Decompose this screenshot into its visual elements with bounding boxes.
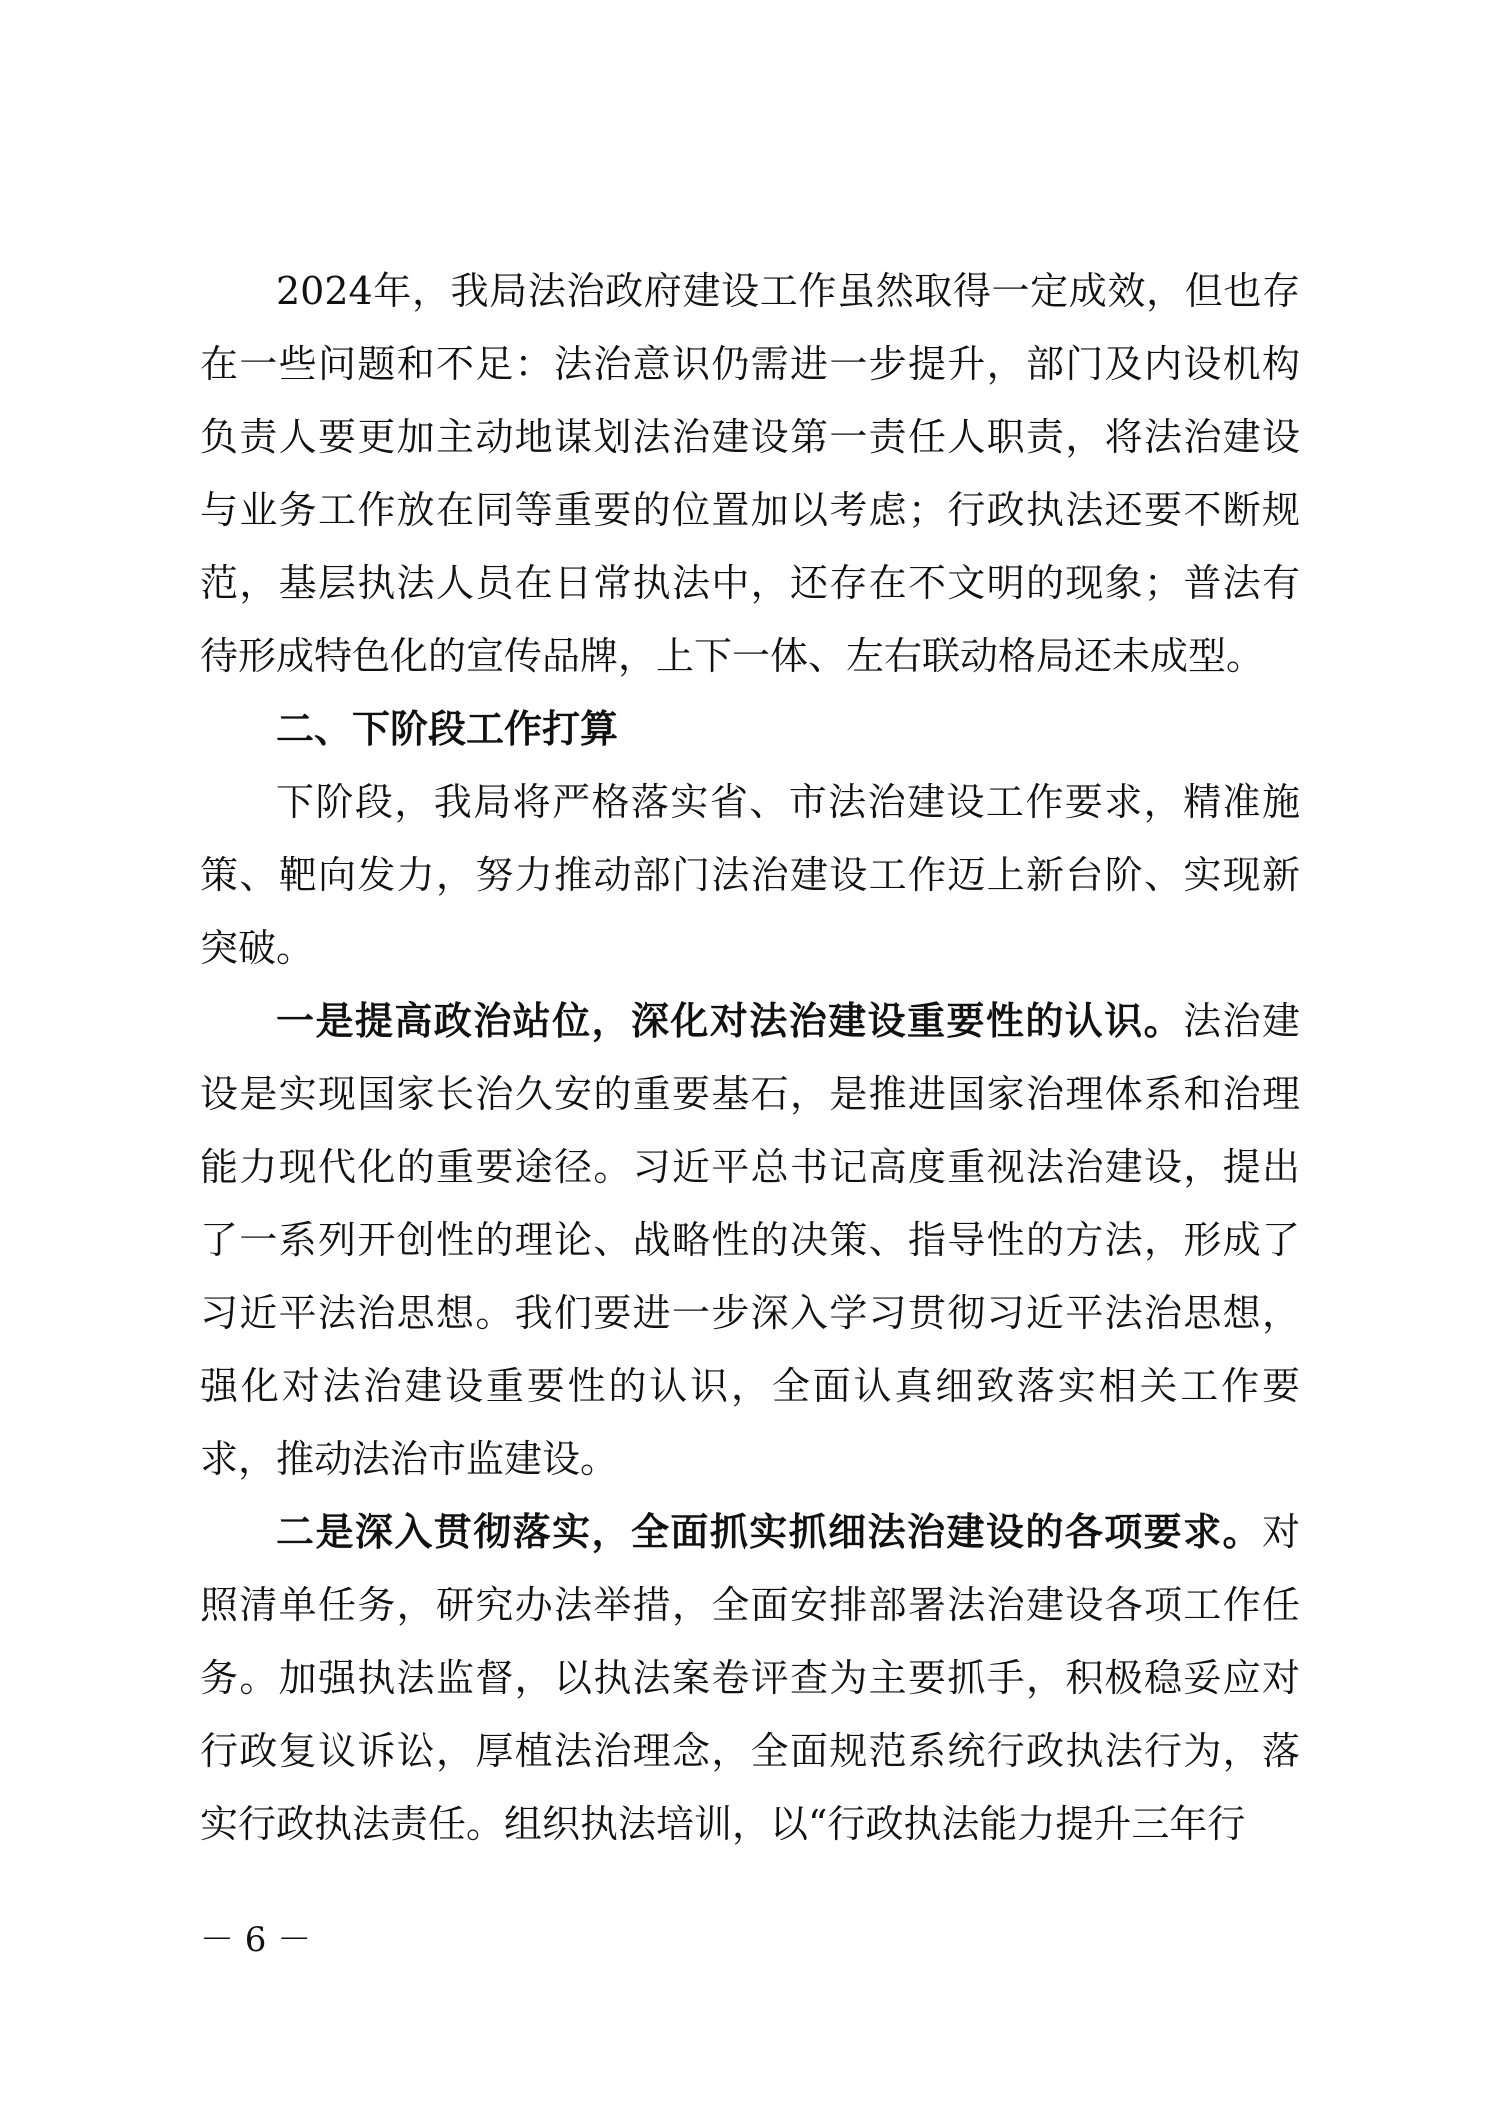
- paragraph-body-political-stance: 法治建设是实现国家长治久安的重要基石，是推进国家治理体系和治理能力现代化的重要途径。习近平总书记高度重视法治建设，提出了一系列开创性的理论、战略性的决策、指导性的方法，形成了习近平法治思想。我们要进一步深入学习贯彻习近平法治思想，强化对法治建设重要性的认识，全面认真细致落实相关工作要求，推动法治市监建设。: [200, 999, 1300, 1481]
- section-heading-next-plans: 二、下阶段工作打算: [276, 707, 619, 751]
- document-body: [200, 255, 1300, 1861]
- paragraph-problems: 2024年，我局法治政府建设工作虽然取得一定成效，但也存在一些问题和不足：法治意识仍需进一步提升，部门及内设机构负责人要更加主动地谋划法治建设第一责任人职责，将法治建设与业务工作放在同等重要的位置加以考虑；行政执法还要不断规范，基层执法人员在日常执法中，还存在不文明的现象；普法有待形成特色化的宣传品牌，上下一体、左右联动格局还未成型。: [200, 269, 1300, 678]
- page-number: － 6 －: [200, 1920, 312, 1960]
- paragraph-political-stance: [200, 985, 1300, 1496]
- paragraph-lead-implementation: 二是深入贯彻落实，全面抓实抓细法治建设的各项要求。: [276, 1510, 1262, 1554]
- paragraph-implementation: [200, 1496, 1300, 1861]
- paragraph-body-implementation: 对照清单任务，研究办法举措，全面安排部署法治建设各项工作任务。加强执法监督，以执法案卷评查为主要抓手，积极稳妥应对行政复议诉讼，厚植法治理念，全面规范系统行政执法行为，落实行政执法责任。组织执法培训，以“行政执法能力提升三年行: [200, 1510, 1300, 1846]
- paragraph-next-stage: 下阶段，我局将严格落实省、市法治建设工作要求，精准施策、靶向发力，努力推动部门法治建设工作迈上新台阶、实现新突破。: [200, 780, 1300, 970]
- paragraph-lead-political-stance: 一是提高政治站位，深化对法治建设重要性的认识。: [276, 999, 1184, 1043]
